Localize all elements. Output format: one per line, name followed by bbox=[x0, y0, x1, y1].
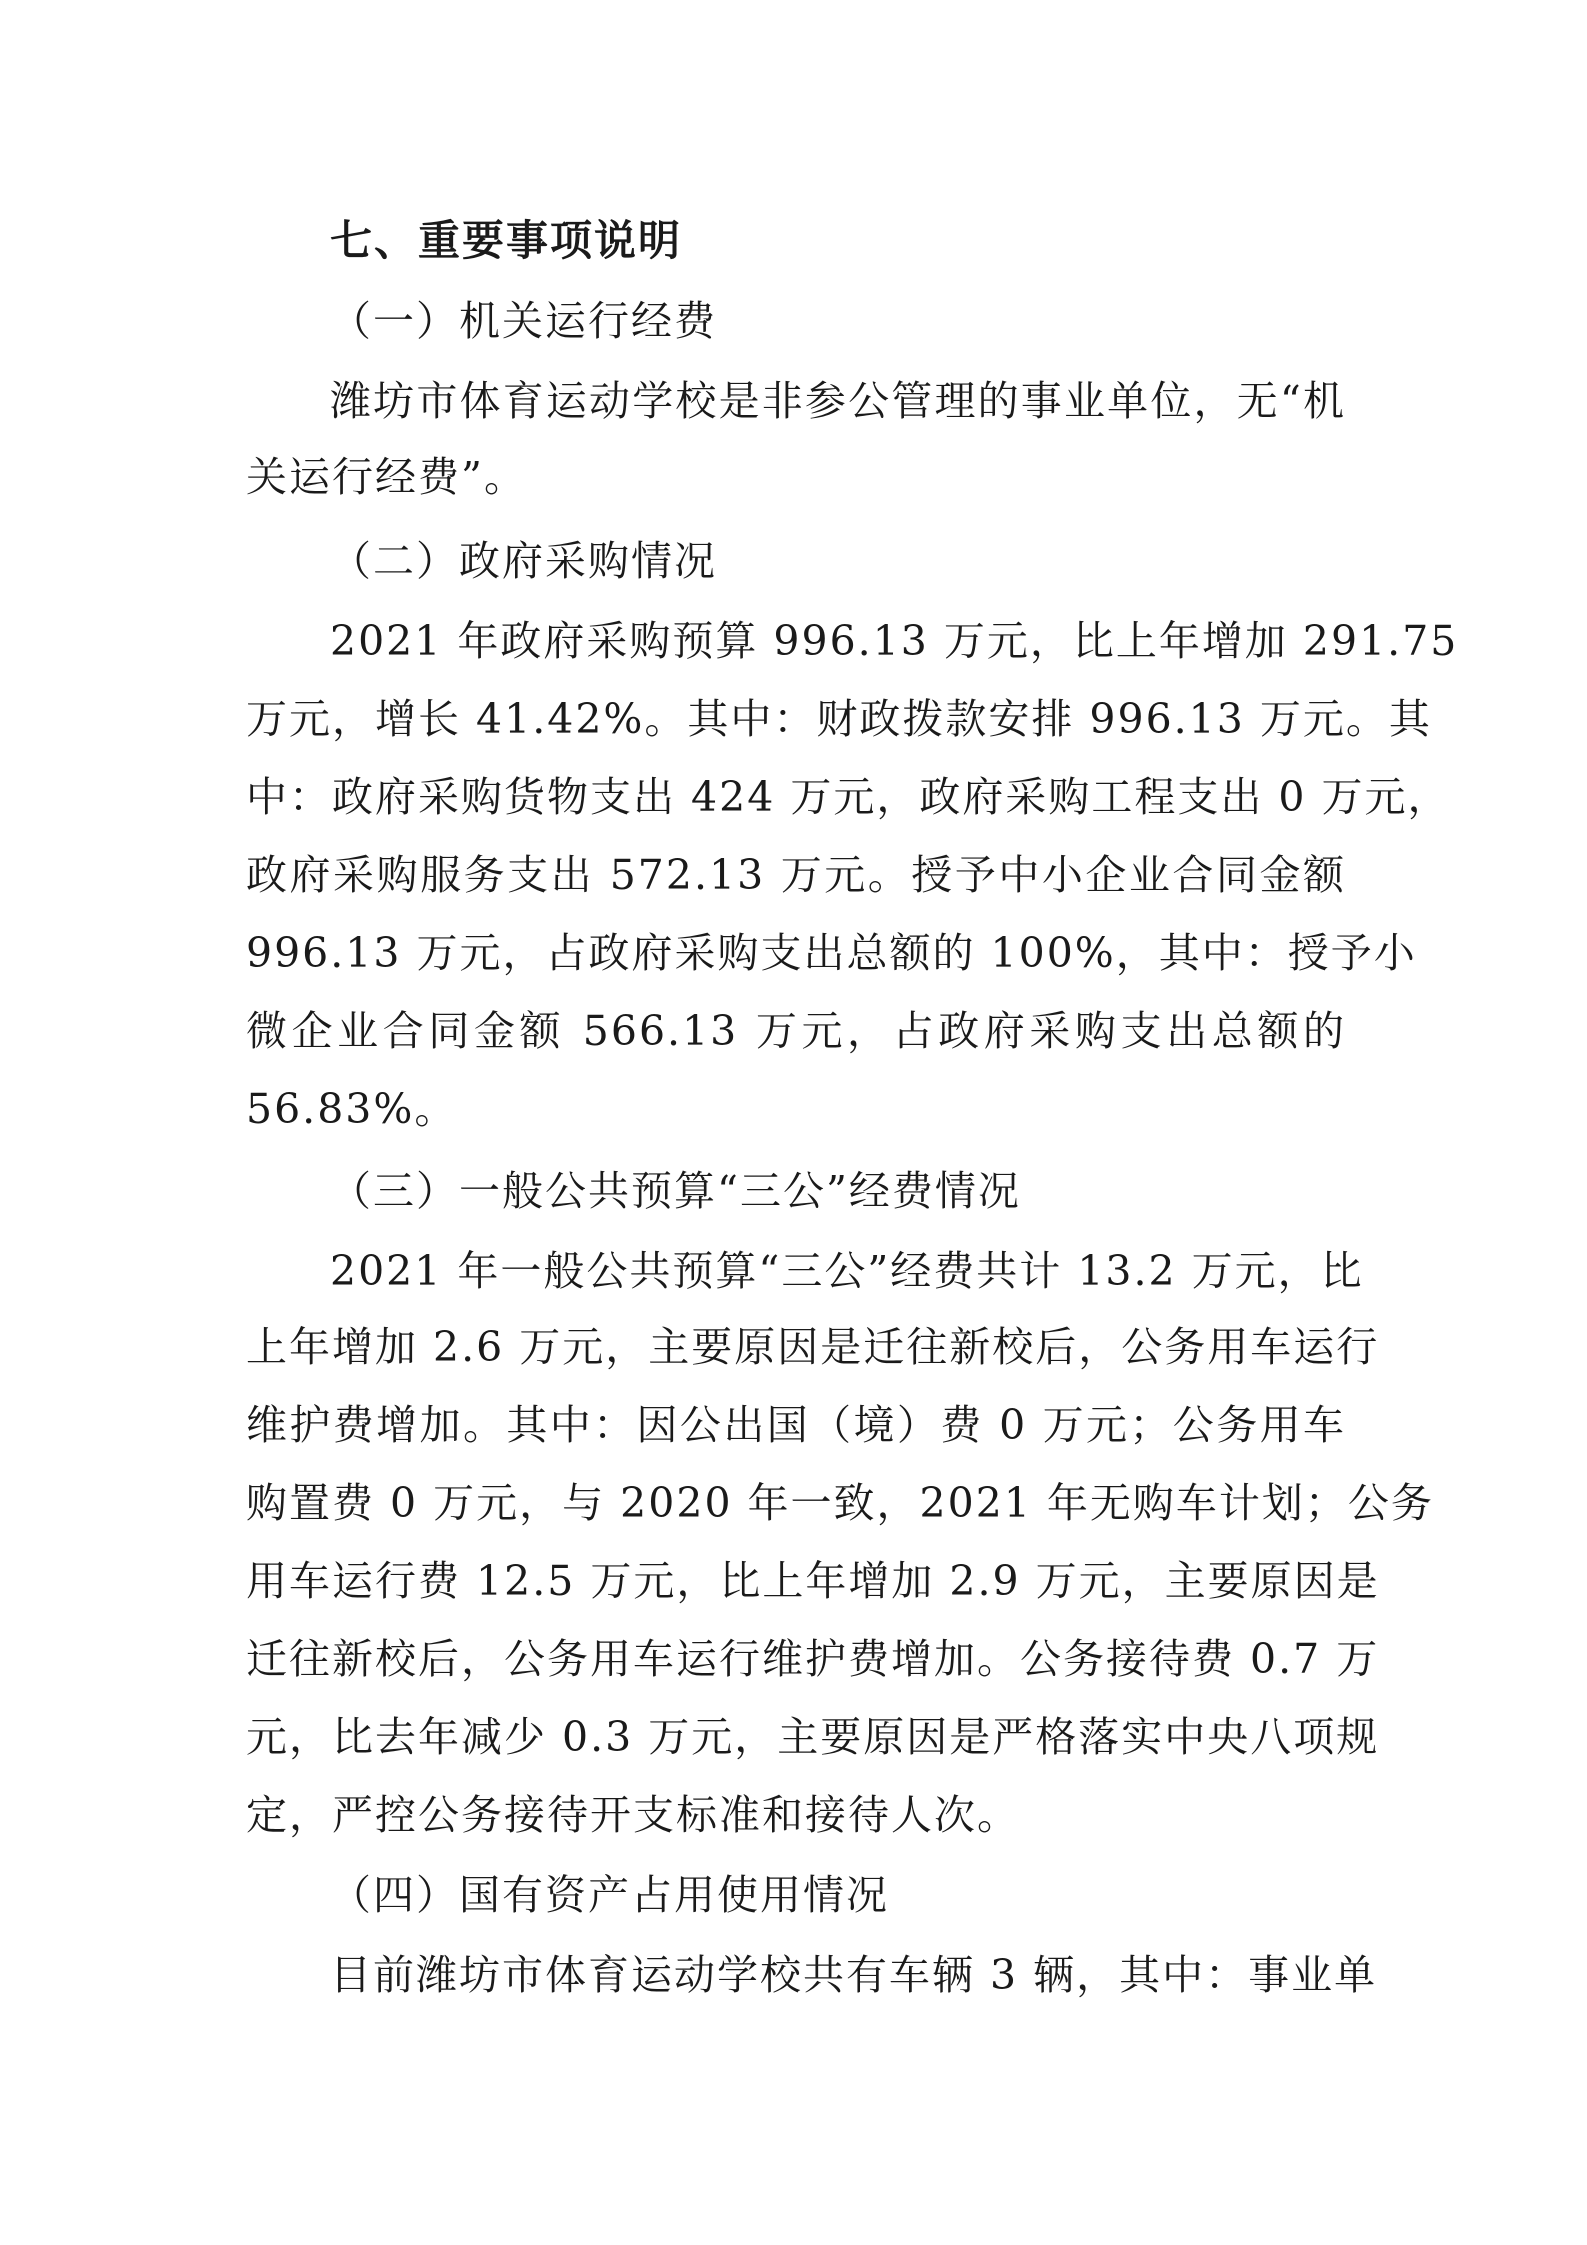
paragraph-line: 政府采购服务支出 572.13 万元。授予中小企业合同金额 bbox=[246, 851, 1346, 899]
subsection-heading-1: （一）机关运行经费 bbox=[330, 297, 717, 345]
paragraph-line: 迁往新校后，公务用车运行维护费增加。公务接待费 0.7 万 bbox=[246, 1635, 1380, 1683]
paragraph-line: 2021 年一般公共预算“三公”经费共计 13.2 万元，比 bbox=[330, 1247, 1364, 1295]
paragraph-line: 微企业合同金额 566.13 万元，占政府采购支出总额的 bbox=[246, 1007, 1346, 1055]
paragraph-line: 万元，增长 41.42%。其中：财政拨款安排 996.13 万元。其 bbox=[246, 695, 1432, 743]
paragraph-line: 56.83%。 bbox=[246, 1085, 458, 1133]
paragraph-line: 上年增加 2.6 万元，主要原因是迁往新校后，公务用车运行 bbox=[246, 1323, 1380, 1371]
paragraph-line: 用车运行费 12.5 万元，比上年增加 2.9 万元，主要原因是 bbox=[246, 1557, 1380, 1605]
paragraph-line: 996.13 万元，占政府采购支出总额的 100%，其中：授予小 bbox=[246, 929, 1417, 977]
section-title: 七、重要事项说明 bbox=[330, 216, 683, 265]
paragraph-line: 定，严控公务接待开支标准和接待人次。 bbox=[246, 1791, 1020, 1839]
paragraph-line: 关运行经费”。 bbox=[246, 453, 527, 501]
subsection-heading-2: （二）政府采购情况 bbox=[330, 537, 717, 585]
paragraph-line: 2021 年政府采购预算 996.13 万元，比上年增加 291.75 bbox=[330, 617, 1459, 665]
subsection-heading-4: （四）国有资产占用使用情况 bbox=[330, 1871, 889, 1919]
paragraph-line: 中：政府采购货物支出 424 万元，政府采购工程支出 0 万元， bbox=[246, 773, 1451, 821]
subsection-heading-3: （三）一般公共预算“三公”经费情况 bbox=[330, 1167, 1021, 1215]
paragraph-line: 元，比去年减少 0.3 万元，主要原因是严格落实中央八项规 bbox=[246, 1713, 1380, 1761]
paragraph-line: 潍坊市体育运动学校是非参公管理的事业单位，无“机 bbox=[330, 377, 1346, 425]
paragraph-line: 目前潍坊市体育运动学校共有车辆 3 辆，其中：事业单 bbox=[330, 1951, 1378, 1999]
paragraph-line: 维护费增加。其中：因公出国（境）费 0 万元；公务用车 bbox=[246, 1401, 1346, 1449]
paragraph-line: 购置费 0 万元，与 2020 年一致，2021 年无购车计划；公务 bbox=[246, 1479, 1434, 1527]
